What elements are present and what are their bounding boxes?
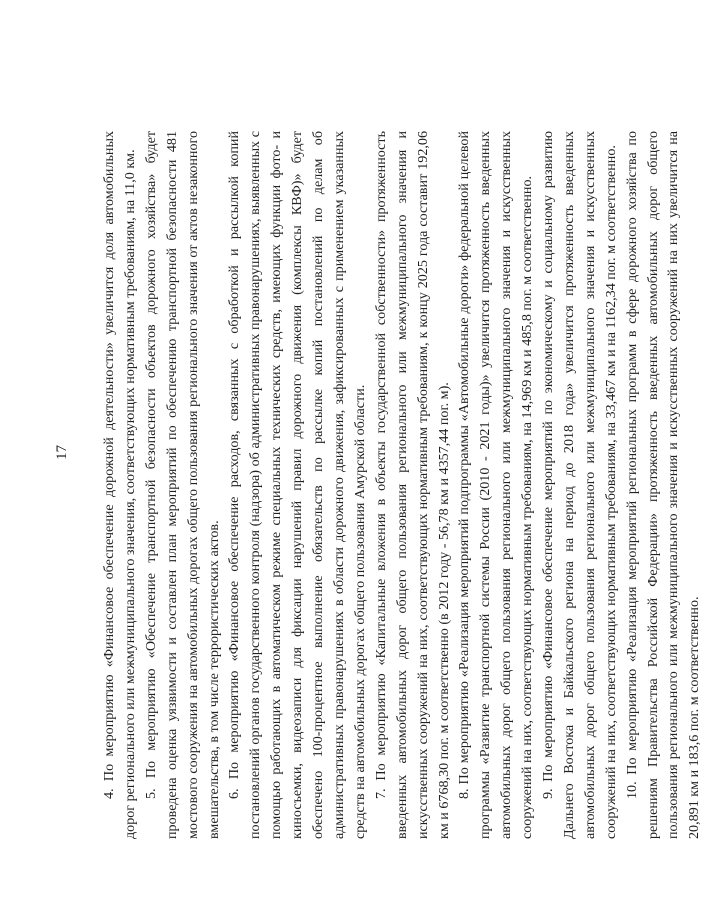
paragraph-6: 6. По мероприятию «Финансовое обеспечение расходов, связанных с обработкой и рассылкой копий постановлений органов государственного контроля (надзора) об административных правонарушениях, выявленных с помощью работающих в автоматическом режиме специальных технических средств, имеющих функции фото- и киносъемки, видеозаписи для фиксации нарушений правил дорожного движения (комплексы КВФ)» будет обеспечено 100-процентное выполнение обязательств по рассылке копий постановлений по делам об административных правонарушениях в области дорожного движения, зафиксированных с применением указанных средств на автомобильных дорогах общего пользования Амурской области. [226,131,368,839]
paragraph-4: 4. По мероприятию «Финансовое обеспечение дорожной деятельности» увеличится доля автомобильных дорог регионального или межмуниципального значения, соответствующих нормативным требованиям, на 11,0 км. [101,131,138,839]
paragraph-8: 8. По мероприятию «Реализация мероприятий подпрограммы «Автомобильные дороги» федеральной целевой программы «Развитие транспортной системы России (2010 - 2021 годы)» увеличится протяженность введенных автомобильных дорог общего пользования регионального или межмуниципального значения и искусственных сооружений на них, соответствующих нормативным требованиям, на 14,969 км и 485,8 пог. м соответственно. [456,131,536,839]
page-number: 17 [54,445,70,460]
document-body [99,131,705,839]
paragraph-10: 10. По мероприятию «Реализация мероприятий региональных программ в сфере дорожного хозяйства по решениям Правительства Российской Федерации» протяженность введенных автомобильных дорог общего пользования регионального или межмуниципального значения и искусственных сооружений на них увеличится на 20,891 км и 183,6 пог. м соответственно. [623,131,703,839]
paragraph-9: 9. По мероприятию «Финансовое обеспечение мероприятий по экономическому и социальному развитию Дальнего Востока и Байкальского региона на период до 2018 года» увеличится протяженность введенных автомобильных дорог общего пользования регионального или межмуниципального значения и искусственных сооружений на них, соответствующих нормативным требованиям, на 33,467 км и на 1162,34 пог. м соответственно. [540,131,619,839]
paragraph-5: 5. По мероприятию «Обеспечение транспортной безопасности объектов дорожного хозяйства» будет проведена оценка уязвимости и составлен план мероприятий по обеспечению транспортной безопасности 481 мостового сооружения на автомобильных дорогах общего пользования регионального значения от актов незаконного вмешательства, в том числе террористических актов. [142,131,222,839]
paragraph-7: 7. По мероприятию «Капитальные вложения в объекты государственной собственности» протяженность введенных автомобильных дорог общего пользования регионального или межмуниципального значения и искусственных сооружений на них, соответствующих нормативным требованиям, к концу 2025 года составит 192,06 км и 6768,30 пог. м соответственно (в 2012 году - 56,78 км и 4357,44 пог. м). [372,131,452,839]
